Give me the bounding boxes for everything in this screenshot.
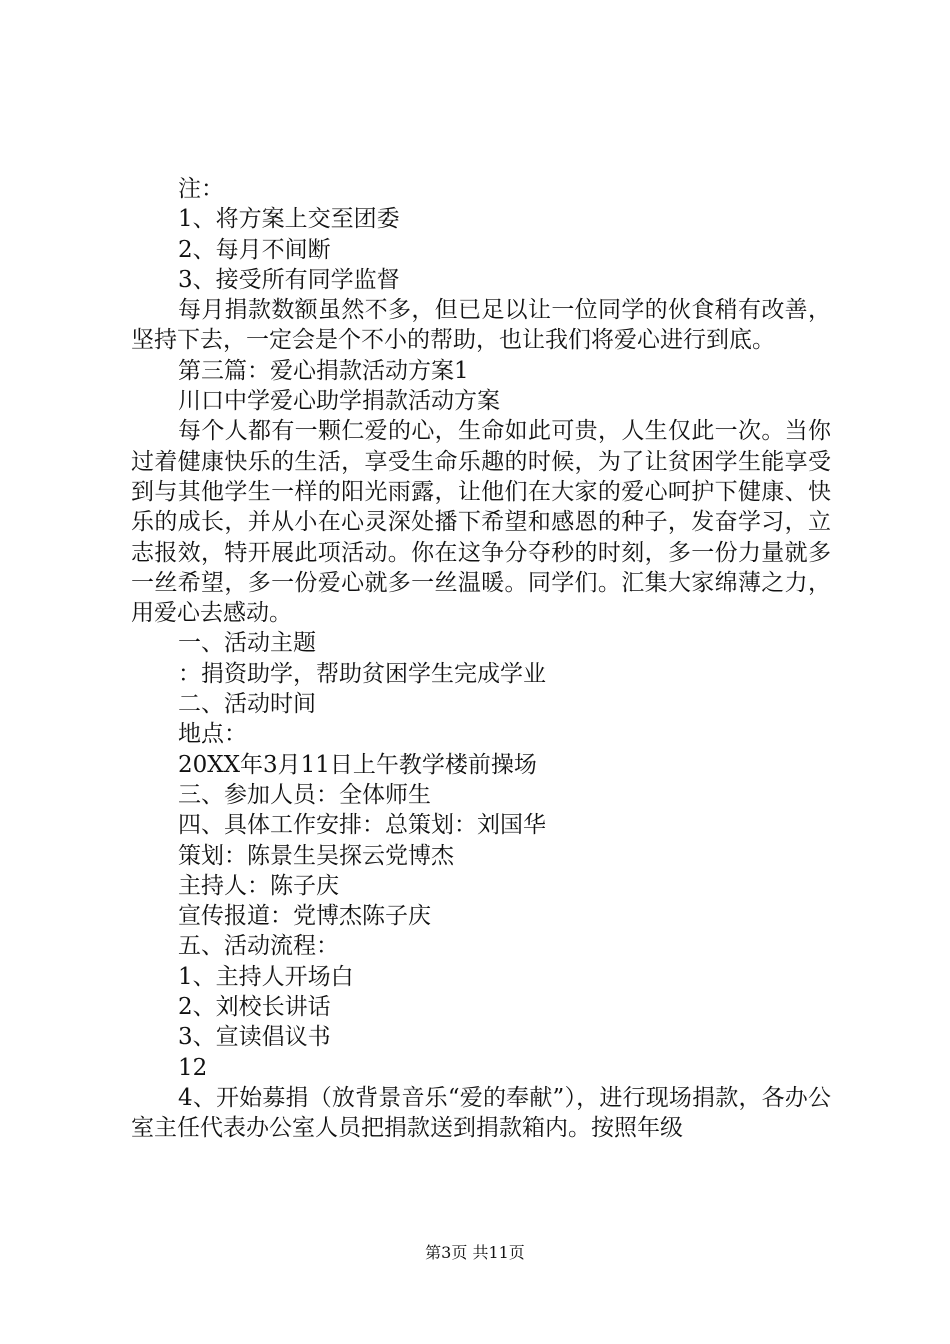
- note-item-3: 3、接受所有同学监督: [178, 266, 400, 293]
- process-step-2: 2、刘校长讲话: [178, 994, 331, 1021]
- heading-activity-time: 二、活动时间: [178, 691, 316, 718]
- planners-line: 策划：陈景生吴探云党博杰: [178, 842, 454, 869]
- heading-activity-theme: 一、活动主题: [178, 630, 316, 657]
- intro-paragraph: 每个人都有一颗仁爱的心，生命如此可贵，人生仅此一次。当你过着健康快乐的生活，享受生命乐趣的时候，为了让贫困学生能享受到与其他学生一样的阳光雨露，让他们在大家的爱心呵护下健康、快乐的成长，并从小在心灵深处播下希望和感恩的种子，发奋学习，立志报效，特开展此项活动。你在这争分夺秒的时刻，多一份力量就多一丝希望，多一份爱心就多一丝温暖。同学们。汇集大家绵薄之力，用爱心去感动。: [131, 418, 831, 627]
- document-body: [131, 174, 831, 1144]
- heading-participants: 三、参加人员：全体师生: [178, 781, 431, 808]
- process-step-4: 4、开始募捐（放背景音乐“爱的奉献”），进行现场捐款，各办公室主任代表办公室人员把捐款送到捐款箱内。按照年级: [131, 1084, 831, 1142]
- note-item-2: 2、每月不间断: [178, 236, 331, 263]
- process-step-3: 3、宣读倡议书: [178, 1024, 331, 1051]
- date-location-text: 20XX年3月11日上午教学楼前操场: [178, 751, 537, 778]
- heading-work-arrangement: 四、具体工作安排：总策划：刘国华: [178, 812, 546, 839]
- stray-number: 12: [178, 1054, 208, 1081]
- donation-summary-paragraph: 每月捐款数额虽然不多，但已足以让一位同学的伙食稍有改善，坚持下去，一定会是个不小的帮助，也让我们将爱心进行到底。: [131, 297, 831, 354]
- host-line: 主持人：陈子庆: [178, 872, 339, 899]
- note-heading: 注：: [178, 176, 224, 202]
- publicity-line: 宣传报道：党博杰陈子庆: [178, 903, 431, 930]
- activity-theme-text: ：捐资助学，帮助贫困学生完成学业: [178, 660, 546, 687]
- section-title: 第三篇：爱心捐款活动方案1: [178, 357, 469, 384]
- note-item-1: 1、将方案上交至团委: [178, 206, 400, 233]
- heading-activity-process: 五、活动流程：: [178, 933, 339, 960]
- location-label: 地点：: [178, 721, 247, 748]
- plan-title: 川口中学爱心助学捐款活动方案: [178, 388, 500, 415]
- process-step-1: 1、主持人开场白: [178, 963, 354, 990]
- page-footer: 第3页 共11页: [425, 1243, 525, 1262]
